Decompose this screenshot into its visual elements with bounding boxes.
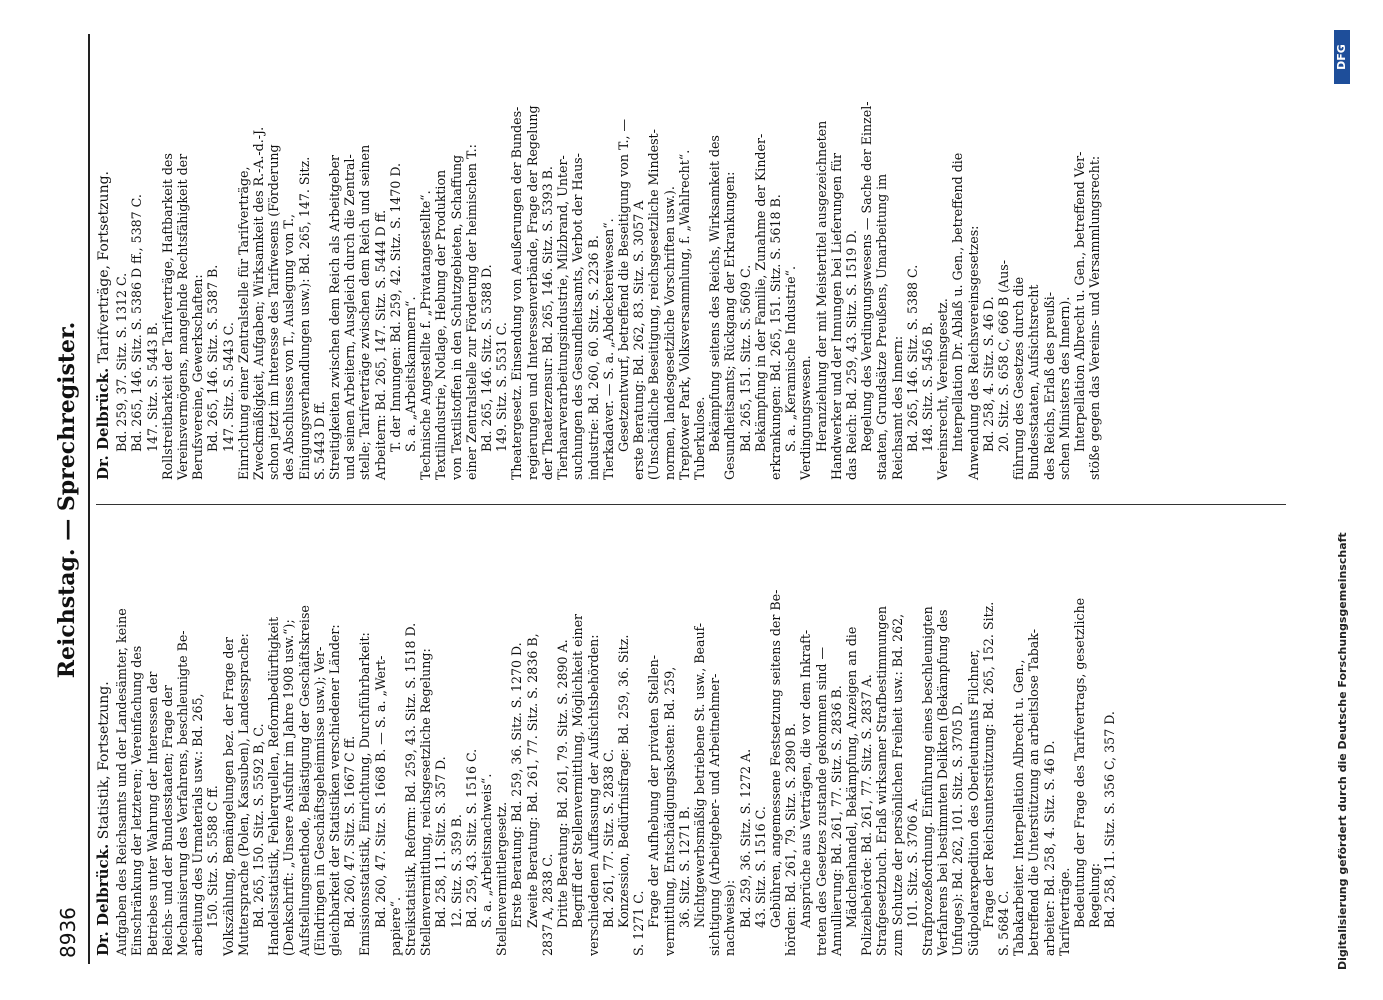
right-column-head: [96, 40, 112, 480]
register-line: treten des Gesetzes zustande gekommen sind —: [813, 646, 829, 956]
register-line: (Eindringen in Geschäftsgeheimnisse usw.); Ver-: [311, 646, 327, 956]
register-line: Tabakarbeiter. Interpellation Albrecht u. Gen.,: [1011, 659, 1027, 956]
left-column-head: [96, 526, 112, 956]
register-line: Heranziehung der mit Meistertitel ausgezeichneten: [813, 120, 829, 452]
register-line: des Abschlusses von T., Auslegung von T.,: [281, 214, 297, 480]
register-line: hörden: Bd. 261, 79. Sitz. S. 2890 B.: [783, 723, 799, 956]
register-line: Verfahrens bei bestimmten Delikten (Bekämpfung des: [935, 609, 951, 956]
register-line: Muttersprache (Polen, Kassuben), Landessprache:: [235, 633, 251, 956]
register-line: Tierhaarverarbeitungsindustrie, Milzbrand, Unter-: [555, 155, 571, 480]
register-line: Technische Angestellte f. „Privatangestellte“.: [418, 190, 434, 480]
register-line: Frage der Aufhebung der privaten Stellen-: [646, 654, 662, 928]
register-line: das Reich: Bd. 259, 43. Sitz. S. 1519 D.: [843, 229, 859, 480]
register-line: gleichbarkeit der Statistiken verschiedener Länder:: [327, 624, 343, 956]
register-line: Strafgesetzbuch. Erlaß wirksamer Strafbestimmungen: [874, 605, 890, 956]
register-line: Bd. 265, 146. Sitz. S. 5388 C.: [904, 264, 920, 452]
register-line: schen Ministers des Innern).: [1056, 296, 1072, 480]
register-line: papiere“.: [387, 896, 403, 956]
register-line: (Unschädliche Beseitigung, reichsgesetzliche Mindest-: [646, 129, 662, 480]
header-rule: [88, 34, 90, 964]
register-line: industrie: Bd. 260, 60. Sitz. S. 2236 B.: [585, 235, 601, 480]
register-line: Betriebes unter Wahrung der Interessen der: [144, 671, 160, 956]
register-line: S. a. „Arbeitsnachweis“.: [479, 773, 495, 928]
column-divider: [96, 504, 1286, 505]
digitization-credit: Digitalisierung gefördert durch die Deutsche Forschungsgemeinschaft: [1336, 532, 1349, 970]
register-line: Vereinsvermögens, mangelnde Rechtsfähigkeit der: [175, 153, 191, 480]
dfg-logo: DFG: [1334, 30, 1350, 84]
register-line: 20. Sitz. S. 658 C, 666 B (Aus-: [995, 260, 1011, 452]
register-line: Bd. 260, 47. Sitz. S. 1667 C ff.: [342, 735, 358, 928]
register-line: Stellenvermittlung, reichsgesetzliche Regelung:: [418, 648, 434, 956]
register-line: Arbeitern: Bd. 265, 147. Sitz. S. 5444 D ff.: [372, 209, 388, 480]
register-line: S. a. „Arbeitskammern“.: [403, 296, 419, 452]
speaker-name: Dr. Delbrück.: [94, 367, 112, 480]
register-line: Bd. 265, 146. Sitz. S. 5388 D.: [479, 264, 495, 452]
register-line: erste Beratung: Bd. 262, 83. Sitz. S. 3057 A: [631, 200, 647, 480]
register-line: erkrankungen: Bd. 265, 151. Sitz. S. 5618 B.: [767, 194, 783, 480]
register-line: Nichtgewerbsmäßig betriebene St. usw., Beauf-: [691, 622, 707, 928]
register-line: nachweise):: [722, 879, 738, 956]
register-line: Volkszählung, Bemängelungen bez. der Frage der: [220, 637, 236, 956]
register-line: Bd. 258, 11. Sitz. S. 356 C, 357 D.: [1102, 711, 1118, 928]
register-line: (Denkschrift: „Unsere Ausfuhr im Jahre 1908 usw.“);: [281, 619, 297, 956]
register-line: Tarifverträge.: [1056, 867, 1072, 956]
register-line: Bd. 258, 4. Sitz. S. 46 D.: [980, 296, 996, 452]
register-line: 43. Sitz. S. 1516 C.: [752, 806, 768, 928]
register-line: einer Zentralstelle zur Förderung der heimischen T.:: [463, 144, 479, 480]
register-line: Einrichtung einer Zentralstelle für Tarifverträge,: [235, 166, 251, 480]
register-line: Bundesstaaten, Aufsichtsrecht: [1026, 284, 1042, 480]
register-line: suchungen des Gesundheitsamts, Verbot der Haus-: [570, 153, 586, 480]
register-line: Tierkadaver. — S. a. „Abdeckereiwesen“.: [600, 218, 616, 480]
right-column: [96, 40, 1102, 480]
register-line: Mechanisierung des Verfahrens, beschleunigte Be-: [175, 630, 191, 956]
register-line: Bekämpfung in der Familie, Zunahme der Kinder-: [752, 133, 768, 452]
left-column: [96, 526, 1118, 956]
register-line: zum Schutze der persönlichen Freiheit usw.: Bd. 262,: [889, 613, 905, 956]
register-line: Einschränkung der letzteren; Vereinfachung des: [129, 645, 145, 956]
register-line: Interpellation Albrecht u. Gen., betreffend Ver-: [1072, 151, 1087, 452]
register-line: Theatergesetz. Einsendung von Aeußerungen der Bundes-: [509, 106, 525, 480]
register-line: Südpolarexpedition des Oberleutnants Filchner,: [965, 649, 981, 956]
register-line: arbeiter: Bd. 258, 4. Sitz. S. 46 D.: [1041, 740, 1057, 956]
register-line: 36. Sitz. S. 1271 B.: [676, 806, 692, 928]
register-line: schon jetzt im Interesse des Tarifwesens (Förderung: [266, 144, 282, 480]
register-line: der Theaterzensur: Bd. 265, 146. Sitz. S. 5393 B.: [539, 166, 555, 480]
register-line: arbeitung des Urmaterials usw.: Bd. 265,: [190, 693, 206, 956]
register-line: S. 5684 C.: [995, 890, 1011, 956]
register-line: Berufsvereine, Gewerkschaften:: [190, 274, 206, 480]
register-line: Dritte Beratung: Bd. 261, 79. Sitz. S. 2890 A.: [555, 639, 571, 928]
register-line: Textilindustrie, Notlage, Hebung der Produktion: [433, 169, 449, 480]
speaker-name: Dr. Delbrück.: [94, 843, 112, 956]
register-line: Reichsamt des Innern:: [889, 335, 905, 480]
left-column-lines: [114, 526, 1117, 956]
register-line: Aufstellungsmethode, Belästigung der Geschäftskreise: [296, 605, 312, 956]
register-line: vermittlung, Entschädigungskosten: Bd. 259,: [661, 666, 677, 956]
register-line: Unfuges): Bd. 262, 101. Sitz. S. 3705 D.: [950, 701, 966, 956]
register-line: Frage der Reichsunterstützung: Bd. 265, 152. Sitz.: [980, 601, 996, 928]
register-line: Bd. 265, 146. Sitz. S. 5387 B.: [205, 264, 221, 452]
register-line: Zweite Beratung: Bd. 261, 77. Sitz. S. 2836 B,: [524, 633, 540, 928]
register-line: Bd. 259, 37. Sitz. S. 1312 C.: [114, 272, 130, 452]
register-line: Handwerker und der Innungen bei Lieferungen für: [828, 152, 844, 480]
register-line: 12. Sitz. S. 359 B.: [448, 814, 464, 928]
register-line: Handelsstatistik, Fehlerquellen, Reformbedürftigkeit: [266, 616, 282, 956]
register-line: Einigungsverhandlungen usw.): Bd. 265, 147. Sitz.: [296, 156, 312, 480]
register-line: Ansprüche aus Verträgen, die vor dem Inkraft-: [798, 629, 814, 928]
right-column-lines: [114, 40, 1102, 480]
register-line: stöße gegen das Vereins- und Versammlungsrecht:: [1087, 155, 1103, 480]
register-line: von Textilstoffen in den Schutzgebieten, Schaffung: [448, 154, 464, 480]
register-line: sichtigung (Arbeitgeber- und Arbeitnehmer-: [707, 673, 723, 956]
register-line: Bd. 259, 43. Sitz. S. 1516 C.: [463, 748, 479, 928]
register-line: Bd. 265, 150. Sitz. S. 5592 B, C.: [251, 723, 267, 928]
register-line: Erste Beratung: Bd. 259, 36. Sitz. S. 1270 D.: [509, 642, 525, 928]
register-line: Streitigkeiten zwischen dem Reich als Arbeitgeber: [327, 154, 343, 480]
register-line: Emissionsstatistik, Einrichtung, Durchführbarkeit:: [357, 632, 373, 956]
register-line: Bd. 260, 47. Sitz. S. 1668 B. — S. a. „Wert-: [372, 655, 388, 928]
register-line: Begriff der Stellenvermittlung, Möglichkeit einer: [570, 613, 586, 928]
register-line: Konzession, Bedürfnisfrage: Bd. 259, 36. Sitz.: [615, 634, 631, 928]
register-line: Vereinsrecht, Vereinsgesetz.: [935, 298, 951, 480]
register-line: Polizeibehörde: Bd. 261, 77. Sitz. S. 2837 A.: [859, 674, 875, 956]
register-line: Strafprozeßordnung. Einführung eines beschleunigten: [919, 606, 935, 956]
register-line: Bd. 261, 77. Sitz. S. 2838 C.: [600, 748, 616, 928]
register-line: Bd. 259, 36. Sitz. S. 1272 A.: [737, 748, 753, 928]
register-line: betreffend die Unterstützung an arbeitslose Tabak-: [1026, 629, 1042, 956]
register-line: Interpellation Dr. Ablaß u. Gen., betreffend die: [950, 152, 966, 452]
register-line: S. 5443 D ff.: [311, 401, 327, 480]
register-line: S. 1271 C.: [631, 890, 647, 956]
topic-continued: Statistik, Fortsetzung.: [96, 681, 112, 840]
register-line: Annullierung: Bd. 261, 77. Sitz. S. 2836 B.: [828, 685, 844, 956]
register-line: Gebühren, angemessene Festsetzung seitens der Be-: [767, 589, 783, 928]
page-title: Reichstag. — Sprechregister.: [54, 321, 80, 679]
register-line: 150. Sitz. S. 5588 C ff.: [205, 785, 221, 928]
register-line: Bd. 265, 146. Sitz. S. 5386 D ff., 5387 C.: [129, 194, 145, 452]
register-line: Bd. 265, 151. Sitz. S. 5609 C.: [737, 264, 753, 452]
register-line: 101. Sitz. S. 3706 A.: [904, 798, 920, 928]
register-line: des Reichs, Erlaß des preußi-: [1041, 291, 1057, 480]
register-line: Bd. 258, 11. Sitz. S. 357 D.: [433, 756, 449, 928]
register-line: Zweckmäßigkeit, Aufgaben; Wirksamkeit des R.-A.-d.-J.: [251, 126, 267, 480]
register-line: Mädchenhandel, Bekämpfung, Anzeigen an die: [843, 626, 859, 928]
register-line: 148. Sitz. S. 5456 B.: [919, 322, 935, 452]
register-line: 147. Sitz. S. 5443 C.: [220, 322, 236, 452]
register-line: Stellenvermittlergesetz.: [494, 801, 510, 956]
register-line: und seinen Arbeitern, Ausgleich durch die Zentral-: [342, 154, 358, 480]
register-line: verschiedenen Auffassung der Aufsichtsbehörden:: [585, 634, 601, 956]
register-line: staaten, Grundsätze Preußens, Umarbeitung im: [874, 173, 890, 480]
register-line: Gesundheitsamts; Rückgang der Erkrankungen:: [722, 171, 738, 480]
register-line: 2837 A, 2838 C.: [539, 853, 555, 956]
register-line: Gesetzentwurf, betreffend die Beseitigung von T., —: [615, 118, 631, 452]
register-line: Bekämpfung seitens des Reichs, Wirksamkeit des: [707, 135, 723, 452]
register-line: Regelung:: [1087, 862, 1103, 928]
topic-continued: Tarifverträge, Fortsetzung.: [96, 171, 112, 364]
register-line: stelle; Tarifverträge zwischen dem Reich und seinen: [357, 144, 373, 480]
page-number: 8936: [56, 907, 80, 958]
register-line: Anwendung des Reichsvereinsgesetzes:: [965, 225, 981, 480]
register-line: führung des Gesetzes durch die: [1011, 276, 1027, 480]
register-line: S. a. „Keramische Industrie“.: [783, 265, 799, 452]
register-line: Verdingungswesen.: [798, 355, 814, 480]
register-line: Bedeutung der Frage des Tarifvertrags, gesetzliche: [1072, 597, 1087, 928]
register-line: Reichs- und der Bundesstaaten; Frage der: [159, 685, 175, 956]
register-line: 149. Sitz. S. 5531 C.: [494, 322, 510, 452]
register-line: Regelung des Verdingungswesens — Sache der Einzel-: [859, 101, 875, 452]
register-line: Rollstreitbarkeit der Tarifverträge, Haftbarkeit des: [159, 153, 175, 480]
register-line: 147. Sitz. S. 5443 B.: [144, 322, 160, 452]
register-line: Streikstatistik, Reform: Bd. 259, 43. Sitz. S. 1518 D.: [403, 622, 419, 956]
register-line: regierungen und Interessenverbände, Frage der Regelung: [524, 105, 540, 480]
register-line: Aufgaben des Reichsamts und der Landesämter, keine: [114, 608, 130, 956]
register-line: normen, landesgesetzliche Vorschriften usw.).: [661, 186, 677, 480]
page-header: [48, 0, 88, 1000]
register-line: T. der Innungen: Bd. 259, 42. Sitz. S. 1470 D.: [387, 162, 403, 452]
register-line: Tuberkulose.: [691, 396, 707, 480]
register-line: Treptower Park, Volksversammlung, f. „Wahlrecht“.: [676, 149, 692, 480]
